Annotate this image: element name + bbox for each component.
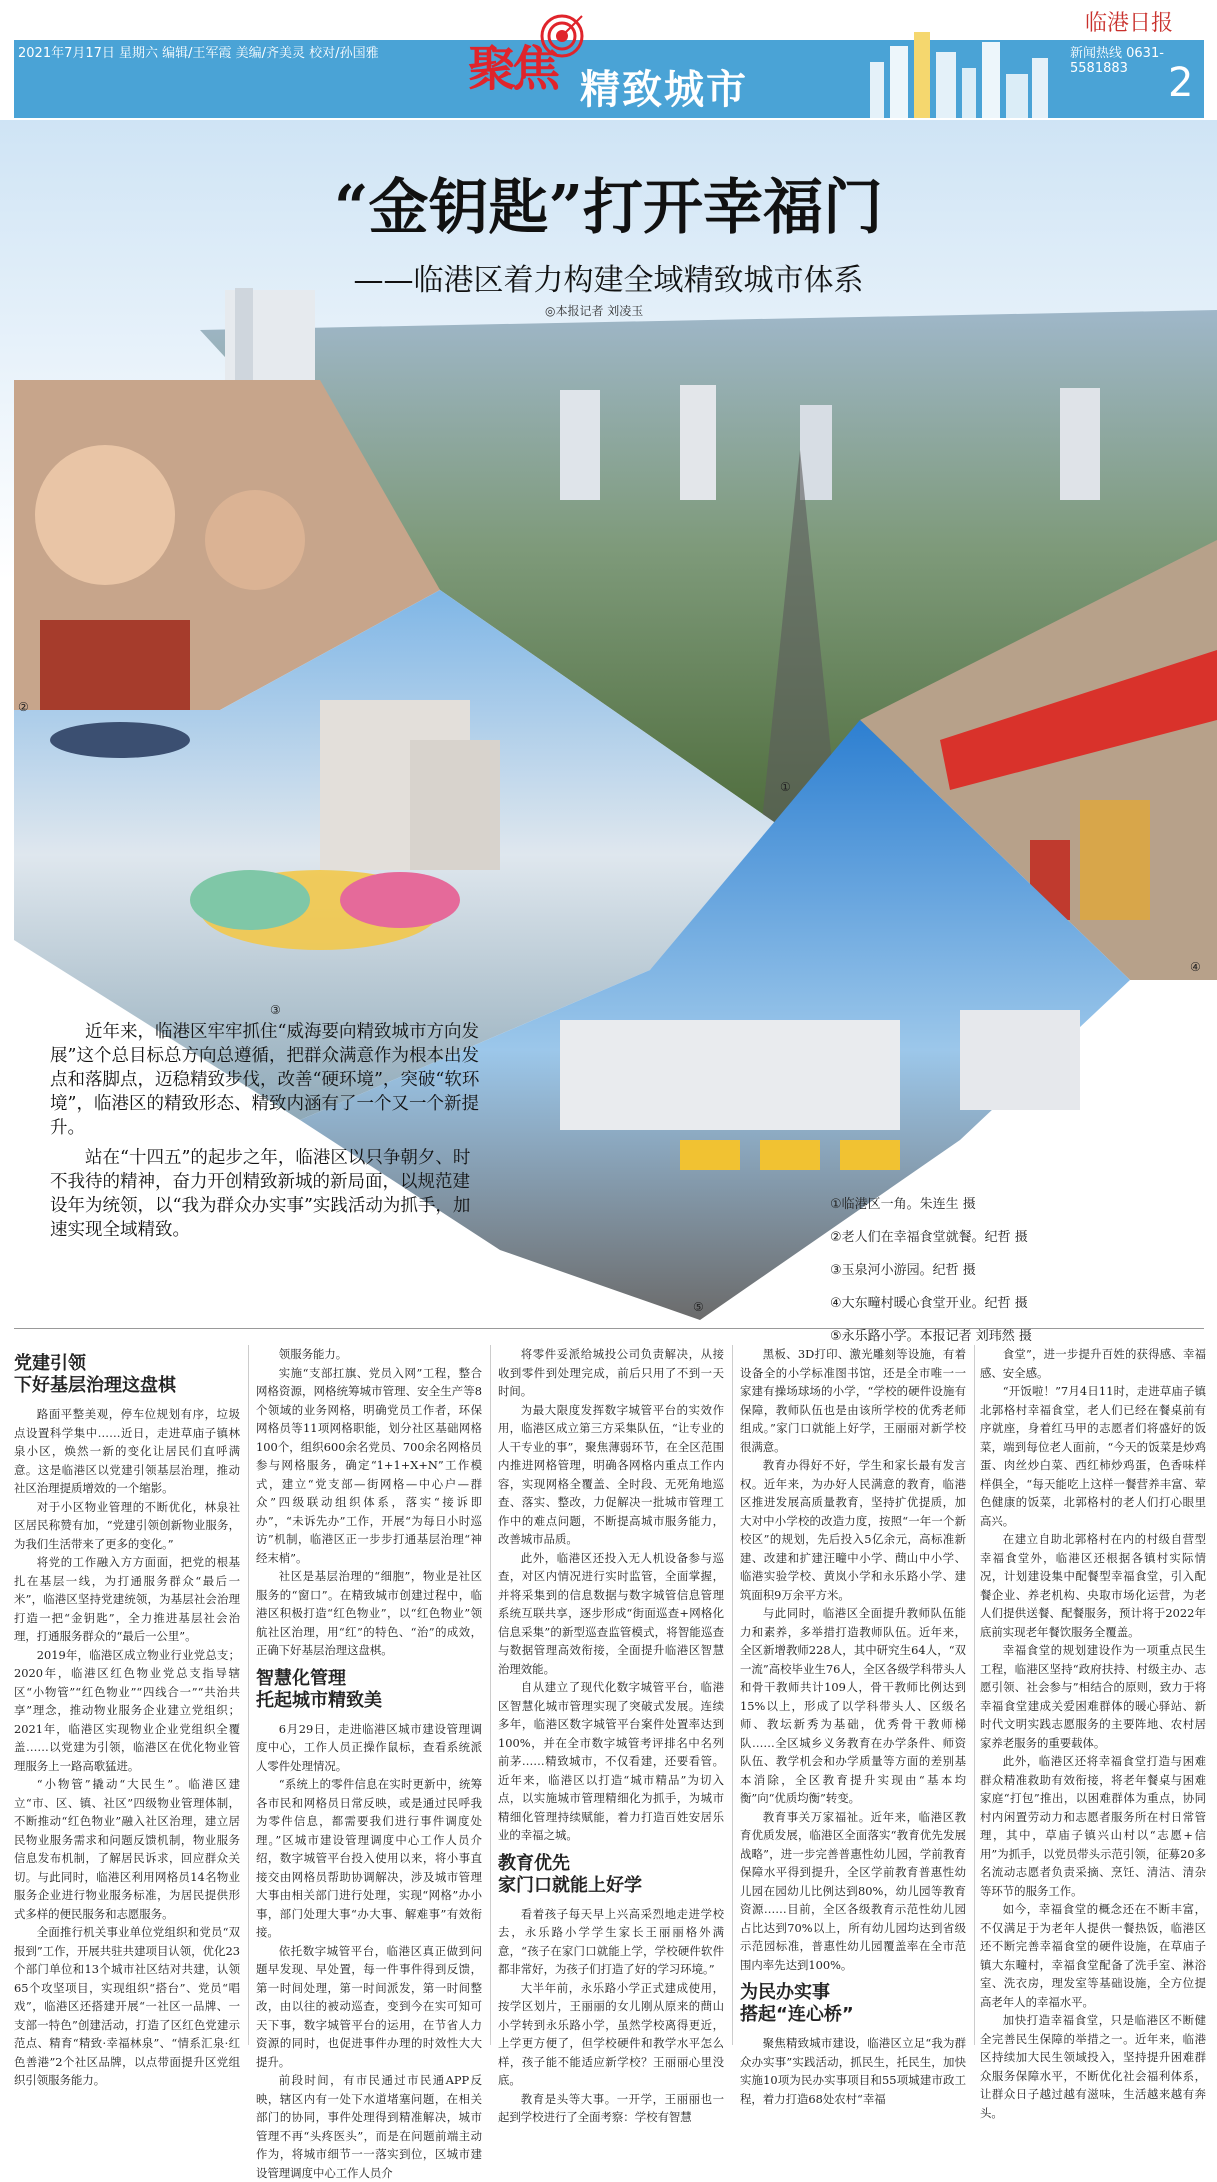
body-paragraph: 将零件妥派给城投公司负责解决，从接收到零件到处理完成，前后只用了不到一天时间。 [498,1347,724,1398]
body-paragraph: 全面推行机关事业单位党组织和党员“双报到”工作，开展共驻共建项目认领，优化23个部门单位和13个城市社区结对共建，认领65个攻坚项目，实现组织“搭台”、党员“唱戏”，临港区还搭建开展“一社区一品牌、一支部一特色”创建活动，打造了区红色党建示范点、精育“精致·幸福林泉”、“情系汇泉·红色善港”2个社区品牌，以点带面提升区党组织引领服务能力。 [14,1925,240,2087]
body-paragraph: 2019年，临港区成立物业行业党总支；2020年，临港区红色物业党总支指导辖区“小物管”“红色物业”“四线合一”“共治共享”理念，推动物业服务企业建立党组织；2021年，临港区实现物业企业党组织全覆盖……以党建为引领，临港区在优化物业管理服务上一路高歌猛进。 [14,1647,240,1773]
body-paragraph: 6月29日，走进临港区城市建设管理调度中心，工作人员正操作鼠标，查看系统派人零件处理情况。 [256,1721,482,1773]
body-paragraph: 实施“支部扛旗、党员入网”工程，整合网格资源，网格统筹城市管理、安全生产等8个领域的业务网格，明确党员工作者，环保网格员等11项网格职能，划分社区基础网格100个，组织600余名党员、700余名网格员参与网格服务，确定“1+1+X+N”工作模式，建立“党支部—街网格—中心户—群众”四级联动组织体系，落实“接诉即办”，“未诉先办”工作，开展“为每日小时巡访”机制，临港区正一步步打通基层治理“神经末梢”。 [256,1365,482,1565]
column-rule [732,1345,733,2045]
byline: ◎本报记者 刘凌玉 [545,304,644,318]
body-paragraph: 教育事关万家福祉。近年来，临港区教育优质发展，临港区全面落实“教育优先发展战略”，进一步完善普惠性幼儿园，学前教育保障水平得到提升，全区学前教育普惠性幼儿园在园幼儿比例达到80%，幼儿园等教育资源……目前，全区各级教育示范性幼儿园占比达到70%以上，所有幼儿园均达到省级示范园标准，普惠性幼儿园覆盖率在全市范围内率先达到100%。 [740,1809,966,1972]
subheading [14,1353,240,1397]
body-paragraph: 如今，幸福食堂的概念还在不断丰富，不仅满足于为老年人提供一餐热饭，临港区还不断完善幸福食堂的硬件设施，在草庙子镇大东疃村，幸福食堂配备了洗手室、淋浴室、洗衣房，理发室等基础设施，全方位提高老年人的幸福水平。 [980,1902,1206,2009]
article-column-3 [498,1345,724,2124]
photo-number-2: ② [18,700,29,714]
caption-3: ③玉泉河小游园。纪哲 摄 [830,1263,976,1278]
body-paragraph: 加快打造幸福食堂，只是临港区不断健全完善民生保障的举措之一。近年来，临港区持续加大民生领域投入，坚持提升困难群众服务保障水平，不断优化社会福利体系，让群众日子越过越有滋味，生活越来越有奔头。 [980,2013,1206,2120]
column-rule [974,1345,975,2045]
target-icon [540,14,584,58]
divider [14,1328,1204,1329]
body-paragraph: 在建立自助北郭格村在内的村级自营型幸福食堂外，临港区还根据各镇村实际情况，计划建设集中配餐型幸福食堂，引入配餐企业、养老机构、央取市场化运营，为老人们提供送餐、配餐服务，预计将于2022年底前实现老年餐饮服务全覆盖。 [980,1532,1206,1639]
body-paragraph: 此外，临港区还投入无人机设备参与巡查，对区内情况进行实时监管，全面掌握，并将采集到的信息数据与数字城管信息管理系统互联共享，逐步形成“街面巡查+网格化信息采集”的新型巡查监管模式，将智能巡查与数据管理高效衔接，全面提升临港区智慧治理效能。 [498,1550,724,1676]
column-rule [490,1345,491,2045]
subheading-line: 教育优先 [498,1852,570,1874]
body-paragraph: “小物管”撬动“大民生”。临港区建立“市、区、镇、社区”四级物业管理体制，不断推动“红色物业”融入社区治理，建立居民物业服务需求和问题反馈机制，物业服务信息发布机制，了解居民诉求，回应群众关切。与此同时，临港区利用网格员14名物业服务企业进行物业服务标准，为居民提供形式多样的便民服务和志愿服务。 [14,1777,240,1921]
body-paragraph: 领服务能力。 [278,1347,348,1361]
body-paragraph: 教育是头等大事。一开学，王丽丽也一起到学校进行了全面考察：学校有智慧 [498,2091,724,2124]
page-number: 2 [1168,60,1194,106]
masthead [0,0,1217,120]
body-paragraph: 社区是基层治理的“细胞”，物业是社区服务的“窗口”。在精致城市创建过程中，临港区积极打造“红色物业”，以“红色物业”领航社区治理，用“红”的特色、“治”的成效，正确下好基层治理这盘棋。 [256,1569,482,1657]
body-paragraph: 大半年前，永乐路小学正式建成使用，按学区划片，王丽丽的女儿刚从原来的蔄山小学转到永乐路小学，虽然学校离得更近，上学更方便了，但学校硬件和教学水平怎么样，孩子能不能适应新学校？王丽丽心里没底。 [498,1980,724,2087]
body-paragraph: 看着孩子每天早上兴高采烈地走进学校去，永乐路小学学生家长王丽丽格外满意，“孩子在家门口就能上学，学校硬件软件都非常好，为孩子们打造了好的学习环境。” [498,1906,724,1976]
body-paragraph: 自从建立了现代化数字城管平台，临港区智慧化城市管理实现了突破式发展。连续多年，临港区数字城管平台案件处置率达到100%，并在全市数字城管考评排名中名列前茅……精致城市，不仅看建，还要看管。近年来，临港区以打造“城市精品”为切入点，以实施城市管理精细化为抓手，为城市精细化管理持续赋能，着力打造百姓安居乐业的幸福之城。 [498,1680,724,1842]
subheading-line: 家门口就能上好学 [498,1874,642,1896]
jujiao-logo: 聚焦 [468,41,557,97]
skyline-graphic [860,22,1060,118]
photo-number-1: ① [780,780,791,794]
subheading-line: 下好基层治理这盘棋 [14,1375,176,1396]
article-column-1 [14,1345,240,2087]
subheading [740,1982,966,2026]
intro-paragraph: 近年来，临港区牢牢抓住“威海要向精致城市方向发展”这个总目标总方向总遵循，把群众满意作为根本出发点和落脚点，迈稳精致步伐，改善“硬环境”，突破“软环境”，临港区的精致形态、精致内涵有了一个又一个新提升。 [50,1022,480,1138]
subheadline: ——临港区着力构建全域精致城市体系 [353,263,864,298]
column-rule [248,1345,249,2045]
subheading-line: 党建引领 [14,1353,86,1374]
subheading-line: 为民办实事 [740,1982,830,2003]
body-paragraph: 教育办得好不好，学生和家长最有发言权。近年来，为办好人民满意的教育，临港区推进发展高质量教育，坚持扩优提质，加大对中小学校的改造力度，按照“一年一个新校区”的规划，先后投入5亿余元，高标准新建、改建和扩建汪疃中小学、蔄山中小学、临港实验学校、黄岚小学和永乐路小学、建筑面积9万余平方米。 [740,1458,966,1602]
body-paragraph: 聚焦精致城市建设，临港区立足“我为群众办实事”实践活动，抓民生，托民生，加快实施10项为民办实事项目和55项城建市政工程，着力打造68处农村“幸福 [740,2036,966,2106]
caption-1: ①临港区一角。朱连生 摄 [830,1197,976,1212]
headline: “金钥匙”打开幸福门 [333,173,884,243]
news-hotline: 新闻热线 0631-5581883 [1070,46,1164,76]
body-paragraph: 对于小区物业管理的不断优化，林泉社区居民称赞有加，“党建引领创新物业服务，为我们生活带来了更多的变化。” [14,1499,240,1551]
article-column-5 [980,1345,1206,2120]
subheading [498,1853,724,1897]
body-paragraph: 食堂”，进一步提升百姓的获得感、幸福感、安全感。 [980,1347,1206,1380]
photo-number-4: ④ [1190,960,1201,974]
body-paragraph: “系统上的零件信息在实时更新中，统筹各市民和网格员日常反映，或是通过民呼我为零件信息，都需要我们进行事件调度处理。”区城市建设管理调度中心工作人员介绍，数字城管平台投入使用以来，将小事直接交由网格员帮助协调解决，涉及城市管理大事由相关部门进行处理，实现“网格”办小事，部门处理大事“办大事、解难事”有效衔接。 [256,1777,482,1939]
article-column-4 [740,1345,966,2106]
caption-2: ②老人们在幸福食堂就餐。纪哲 摄 [830,1230,1028,1245]
body-paragraph: 路面平整美观，停车位规划有序，垃圾点设置科学集中……近日，走进草庙子镇林泉小区，焕然一新的变化让居民们直呼满意。这是临港区以党建引领基层治理，推动社区治理提质增效的一个缩影。 [14,1407,240,1495]
body-paragraph: 幸福食堂的规划建设作为一项重点民生工程，临港区坚持“政府扶持、村级主办、志愿引领、社会参与”相结合的原则，致力于将幸福食堂建成关爱困难群体的暖心驿站、新时代文明实践志愿服务的主要阵地、农村居家养老服务的重要载体。 [980,1643,1206,1750]
date-line: 2021年7月17日 星期六 编辑/王军霞 美编/齐美灵 校对/孙国雅 [18,46,379,61]
body-paragraph: 与此同时，临港区全面提升教师队伍能力和素养，多举措打造教师队伍。近年来，全区新增教师228人，其中研究生64人，“双一流”高校毕业生76人，全区各级学科带头人和骨干教师共计109人，骨干教师比例达到15%以上，形成了以学科带头人、区级名师、教坛新秀为基础，优秀骨干教师梯队……全区城乡义务教育在办学条件、师资队伍、教学机会和办学质量等方面的差别基本消除，全区教育提升实现由“基本均衡”向“优质均衡”转变。 [740,1606,966,1805]
body-paragraph: 此外，临港区还将幸福食堂打造与困难群众精准救助有效衔接，将老年餐桌与困难家庭“打包”推出，以困难群体为重点，协同村内闲置劳动力和志愿者服务所在村日常管理，其中，草庙子镇兴山村以“志愿+信用”为抓手，以党员带头示范引领，征募20多名流动志愿者负责采摘、烹饪、清洁、清杂等环节的服务工作。 [980,1754,1206,1898]
subheading-line: 搭起“连心桥” [740,2004,854,2025]
body-paragraph: 黑板、3D打印、激光雕刻等设施，有着设备全的小学标准图书馆，还是全市唯一一家建有操场球场的小学，“学校的硬件设施有保障，教师队伍也是由该所学校的优秀老师组成。”家门口就能上好学，王丽丽对新学校很满意。 [740,1347,966,1454]
intro-text [50,1020,480,1248]
caption-5: ⑤永乐路小学。本报记者 刘玮然 摄 [830,1329,1032,1344]
subheading-line: 托起城市精致美 [256,1689,382,1711]
caption-4: ④大东疃村暖心食堂开业。纪哲 摄 [830,1296,1028,1311]
article-column-2 [256,1345,482,2180]
subheading-line: 智慧化管理 [256,1667,346,1689]
subheading [256,1668,482,1712]
body-paragraph: 前段时间，有市民通过市民通APP反映，辖区内有一处下水道堵塞问题，在相关部门的协同，事件处理得到精准解决，城市管理不再“头疼医头”，而是在问题前端主动作为，将城市细节一一落实到位，区城市建设管理调度中心工作人员介 [256,2073,482,2180]
photo-number-5: ⑤ [693,1300,704,1314]
intro-paragraph: 站在“十四五”的起步之年，临港区以只争朝夕、时不我待的精神，奋力开创精致新城的新局面，以规范建设年为统领，以“我为群众办实事”实践活动为抓手，加速实现全域精致。 [50,1148,471,1240]
body-paragraph: 依托数字城管平台，临港区真正做到问题早发现、早处置，每一件事件得到反馈，第一时间处理，第一时间派发，第一时间整改，由以往的被动巡查，变到今在实可知可天下事，数字城管平台的运用，在节省人力资源的同时，也促进事件办理的时效性大大提升。 [256,1943,482,2069]
body-paragraph: 将党的工作融入方方面面，把党的根基扎在基层一线，为打通服务群众“最后一米”，临港区坚持党建统领，为基层社会治理打造一把“金钥匙”，全力推进基层社会治理，打通服务群众的“最后一公里”。 [14,1555,240,1643]
photo-number-3: ③ [270,1003,281,1017]
paper-name-logo: 临港日报 [1085,11,1174,36]
section-title: 精致城市 [580,67,748,113]
body-paragraph: 为最大限度发挥数字城管平台的实效作用，临港区成立第三方采集队伍，“让专业的人干专业的事”，聚焦薄弱环节，在全区范围内推进网格管理，明确各网格内重点工作内容，实现网格全覆盖、全时段、无死角地巡查、落实、整改，力促解决一批城市管理工作中的难点问题，不断提高城市服务能力，改善城市品质。 [498,1402,724,1546]
body-paragraph: “开饭啦！”7月4日11时，走进草庙子镇北郭格村幸福食堂，老人们已经在餐桌前有序就座，身着红马甲的志愿者们将盛好的饭菜，端到每位老人面前，“今天的饭菜是炒鸡蛋、肉丝炒白菜、西红柿炒鸡蛋，色香味样样俱全，“每天能吃上这样一餐营养丰富、荤色健康的饭菜，北郭格村的老人们打心眼里高兴。 [980,1384,1206,1528]
